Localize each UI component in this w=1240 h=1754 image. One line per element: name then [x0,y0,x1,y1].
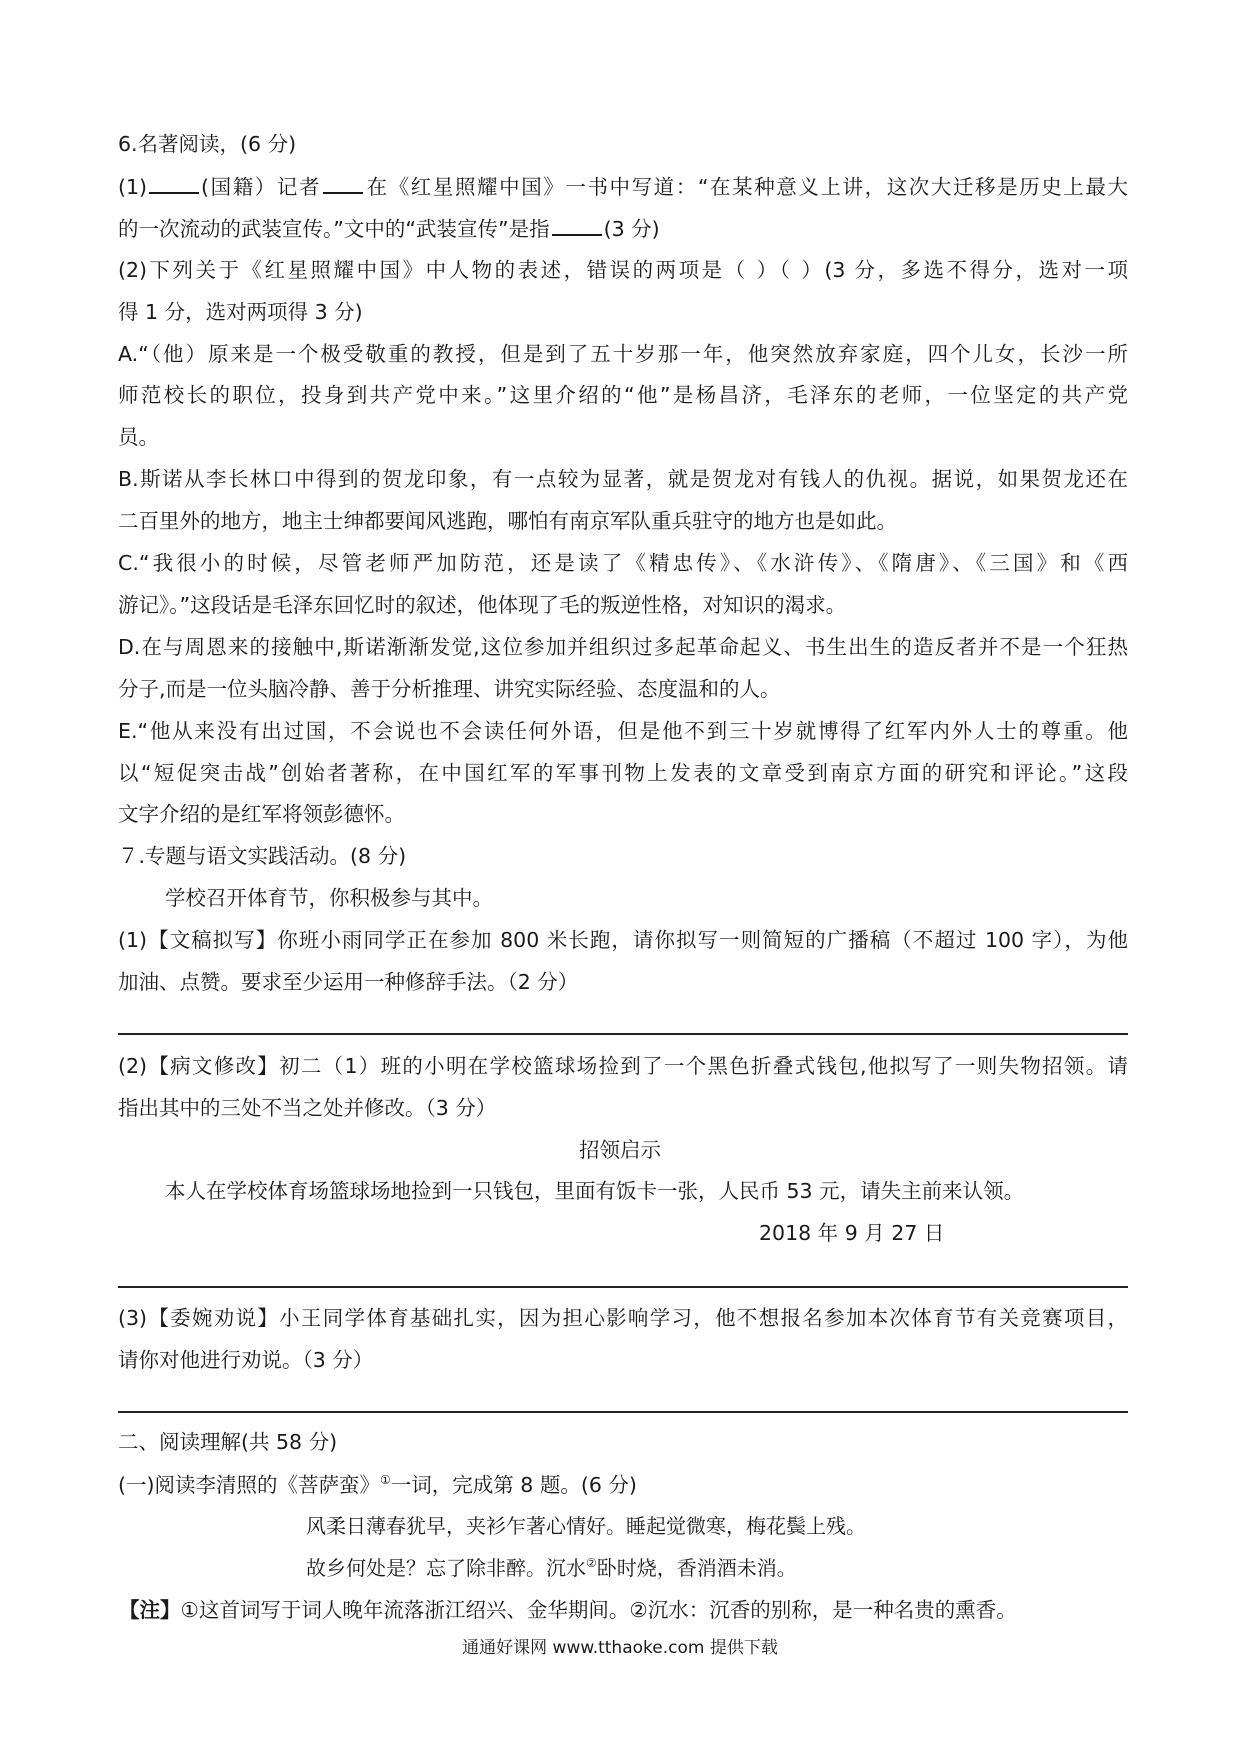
note-text: ①这首词写于词人晚年流落浙江绍兴、金华期间。②沉水：沉香的别称，是一种名贵的熏香。 [180,1598,1017,1622]
poem-note [119,1596,1017,1624]
option-d-line: D.在与周恩来的接触中,斯诺渐渐发觉,这位参加并组织过多起革命起义、书生出生的造反者并不是一个狂热 [118,635,1128,659]
poem-text: 卧时烧，香消酒未消。 [596,1556,797,1580]
option-c-line: C.“我很小的时候，尽管老师严加防范，还是读了《精忠传》、《水浒传》、《隋唐》、《三国》和《西 [118,551,1128,575]
option-e-line: 以“短促突击战”创始者著称，在中国红军的军事刊物上发表的文章受到南京方面的研究和评论。”这段 [118,761,1128,785]
poem-line-2 [306,1554,797,1582]
q6-part1-line2 [118,214,660,242]
answer-line [118,1286,1128,1288]
answer-line [118,1411,1128,1413]
footnote-marker: ② [586,1556,597,1570]
q7-title: ７.专题与语文实践活动。(8 分) [118,844,407,868]
q6-part1-line2-suffix: (3 分) [603,217,660,241]
option-b-line: 二百里外的地方，地主士绅都要闻风逃跑，哪怕有南京军队重兵驻守的地方也是如此。 [118,509,897,533]
answer-blank [323,172,363,194]
q7-part1-line: (1)【文稿拟写】你班小雨同学正在参加 800 米长跑，请你拟写一则简短的广播稿（不超过 100 字），为他 [118,928,1128,952]
q6-part1-suffix: 在《红星照耀中国》一书中写道：“在某种意义上讲，这次大迁移是历史上最大 [365,175,1128,199]
section2-title: 二、阅读理解(共 58 分) [118,1430,338,1454]
poem-text: 故乡何处是？忘了除非醉。沉水 [306,1556,586,1580]
q6-part1-mid: (国籍）记者 [201,175,322,199]
answer-line [118,1033,1128,1035]
footnote-marker: ① [380,1473,391,1487]
intro-text: 一词，完成第 8 题。(6 分) [390,1473,637,1497]
q6-part2-stem-line: (2)下列关于《红星照耀中国》中人物的表述，错误的两项是（ ）（ ）(3 分，多选不得分，选对一项 [118,258,1128,282]
q6-title: 6.名著阅读，(6 分) [118,132,297,156]
answer-blank [149,172,199,194]
notice-body: 本人在学校体育场篮球场地捡到一只钱包，里面有饭卡一张，人民币 53 元，请失主前来认领。 [165,1179,1025,1203]
q7-part3-line: 请你对他进行劝说。（3 分） [118,1348,374,1372]
option-b-line: B.斯诺从李长林口中得到的贺龙印象，有一点较为显著，就是贺龙对有钱人的仇视。据说，如果贺龙还在 [118,467,1128,491]
section2-sub1-intro [118,1471,637,1499]
notice-date: 2018 年 9 月 27 日 [759,1221,945,1245]
option-c-line: 游记》。”这段话是毛泽东回忆时的叙述，他体现了毛的叛逆性格，对知识的渴求。 [118,593,847,617]
q7-part2-line: (2)【病文修改】初二（1）班的小明在学校篮球场捡到了一个黑色折叠式钱包,他拟写了一则失物招领。请 [118,1054,1128,1078]
option-a-line: 员。 [118,425,159,449]
intro-text: (一)阅读李清照的《菩萨蛮》 [118,1473,380,1497]
q6-part2-stem-line: 得 1 分，选对两项得 3 分) [118,300,363,324]
option-e-line: E.“他从来没有出过国，不会说也不会读任何外语，但是他不到三十岁就博得了红军内外人士的尊重。他 [118,719,1128,743]
option-d-line: 分子,而是一位头脑冷静、善于分析推理、讲究实际经验、态度温和的人。 [118,677,781,701]
q7-intro: 学校召开体育节，你积极参与其中。 [165,886,493,910]
note-label: 【注】 [119,1598,181,1622]
option-e-line: 文字介绍的是红军将领彭德怀。 [118,802,405,826]
option-a-line: 师范校长的职位，投身到共产党中来。”这里介绍的“他”是杨昌济，毛泽东的老师，一位坚定的共产党 [118,383,1128,407]
q6-part1-prefix: (1) [118,175,148,199]
q6-part1-line2-prefix: 的一次流动的武装宣传。”文中的“武装宣传”是指 [118,217,550,241]
poem-line-1: 风柔日薄春犹早，夹衫乍著心情好。睡起觉微寒，梅花鬓上残。 [306,1514,866,1538]
notice-title: 招领启示 [579,1138,661,1162]
q7-part3-line: (3)【委婉劝说】小王同学体育基础扎实，因为担心影响学习，他不想报名参加本次体育节有关竞赛项目， [118,1306,1128,1330]
answer-blank [552,214,602,236]
q7-part1-line: 加油、点赞。要求至少运用一种修辞手法。（2 分） [118,970,579,994]
q7-part2-line: 指出其中的三处不当之处并修改。（3 分） [118,1096,497,1120]
option-a-line: A.“（他）原来是一个极受敬重的教授，但是到了五十岁那一年，他突然放弃家庭，四个儿女，长沙一所 [118,342,1128,366]
page-footer: 通通好课网 www.tthaoke.com 提供下载 [462,1638,778,1658]
q6-part1-line1 [118,172,1128,200]
